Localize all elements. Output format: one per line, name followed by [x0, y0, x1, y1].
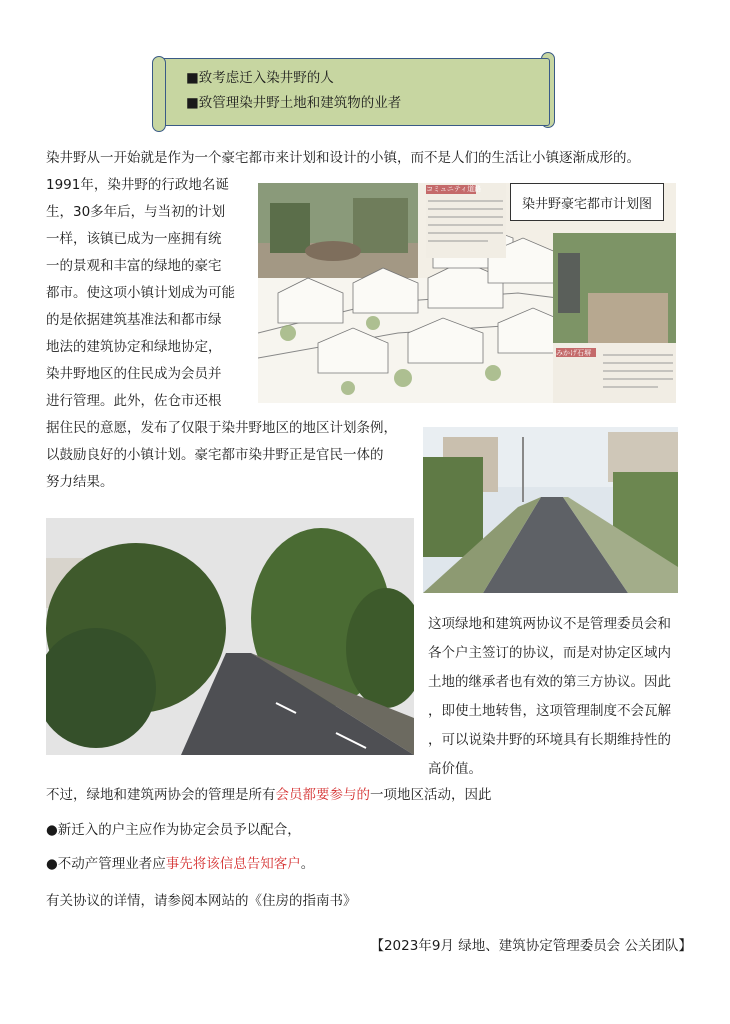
details-text: 有关协议的详情，请参阅本网站的《住房的指南书》 — [46, 893, 357, 909]
banner-line-2: ■致管理染井野土地和建筑物的业者 — [186, 95, 402, 111]
para2-line: ，可以说染井野的环境具有长期维持性的 — [428, 732, 671, 748]
para1-line: 的是依据建筑基准法和都市绿 — [46, 312, 222, 328]
however-post: 一项地区活动，因此 — [370, 787, 492, 803]
street-photo-left-drawing — [46, 518, 414, 755]
plan-tag-granite-wall: みかげ石塀 — [556, 349, 591, 357]
banner-line-1: ■致考虑迁入染井野的人 — [186, 70, 334, 86]
para2-line: ，即使土地转售，这项管理制度不会瓦解 — [428, 703, 671, 719]
signature: 【2023年9月 绿地、建筑协定管理委员会 公关团队】 — [370, 938, 692, 954]
para1-line: 努力结果。 — [46, 474, 114, 490]
para2-line: 土地的继承者也有效的第三方协议。因此 — [428, 674, 671, 690]
however-highlight: 会员都要参与的 — [275, 787, 370, 803]
however-pre: 不过，绿地和建筑两协会的管理是所有 — [46, 787, 276, 803]
para1-line: 以鼓励良好的小镇计划。豪宅都市染井野正是官民一体的 — [46, 447, 384, 463]
street-photo-right-drawing — [423, 427, 678, 593]
bullet2-post: 。 — [300, 856, 315, 872]
para1-line: 一的景观和丰富的绿地的豪宅 — [46, 258, 222, 274]
street-photo-right — [423, 427, 678, 593]
para1-line: 生，30多年后，与当初的计划 — [46, 204, 226, 220]
bullet2-pre: ●不动产管理业者应 — [46, 856, 166, 872]
intro-text: 染井野从一开始就是作为一个豪宅都市来计划和设计的小镇，而不是人们的生活让小镇逐渐成形的。 — [46, 150, 640, 166]
para1-line: 一样，该镇已成为一座拥有统 — [46, 231, 222, 247]
para1-line: 地法的建筑协定和绿地协定， — [46, 339, 222, 355]
para2-line: 这项绿地和建筑两协议不是管理委员会和 — [428, 616, 671, 632]
banner-scroll-curl-left — [152, 56, 166, 132]
para1-line: 进行管理。此外，佐仓市还根 — [46, 393, 222, 409]
bullet2-highlight: 事先将该信息告知客户 — [165, 856, 301, 872]
street-photo-left — [46, 518, 414, 755]
plan-tag-community-road: コミュニティ道路 — [426, 185, 482, 193]
bullet-real-estate — [46, 852, 314, 876]
para1-line: 据住民的意愿，发布了仅限于染井野地区的地区计划条例， — [46, 420, 397, 436]
para1-line: 都市。使这项小镇计划成为可能 — [46, 285, 235, 301]
bullet-new-residents: ●新迁入的户主应作为协定会员予以配合， — [46, 822, 301, 838]
however-text — [46, 783, 492, 807]
para1-line: 1991年，染井野的行政地名诞 — [46, 177, 229, 193]
para1-line: 染井野地区的住民成为会员并 — [46, 366, 222, 382]
para2-line: 高价值。 — [428, 761, 482, 777]
plan-figure-label: 染井野豪宅都市计划图 — [510, 183, 664, 221]
para2-line: 各个户主签订的协议，而是对协定区域内 — [428, 645, 671, 661]
